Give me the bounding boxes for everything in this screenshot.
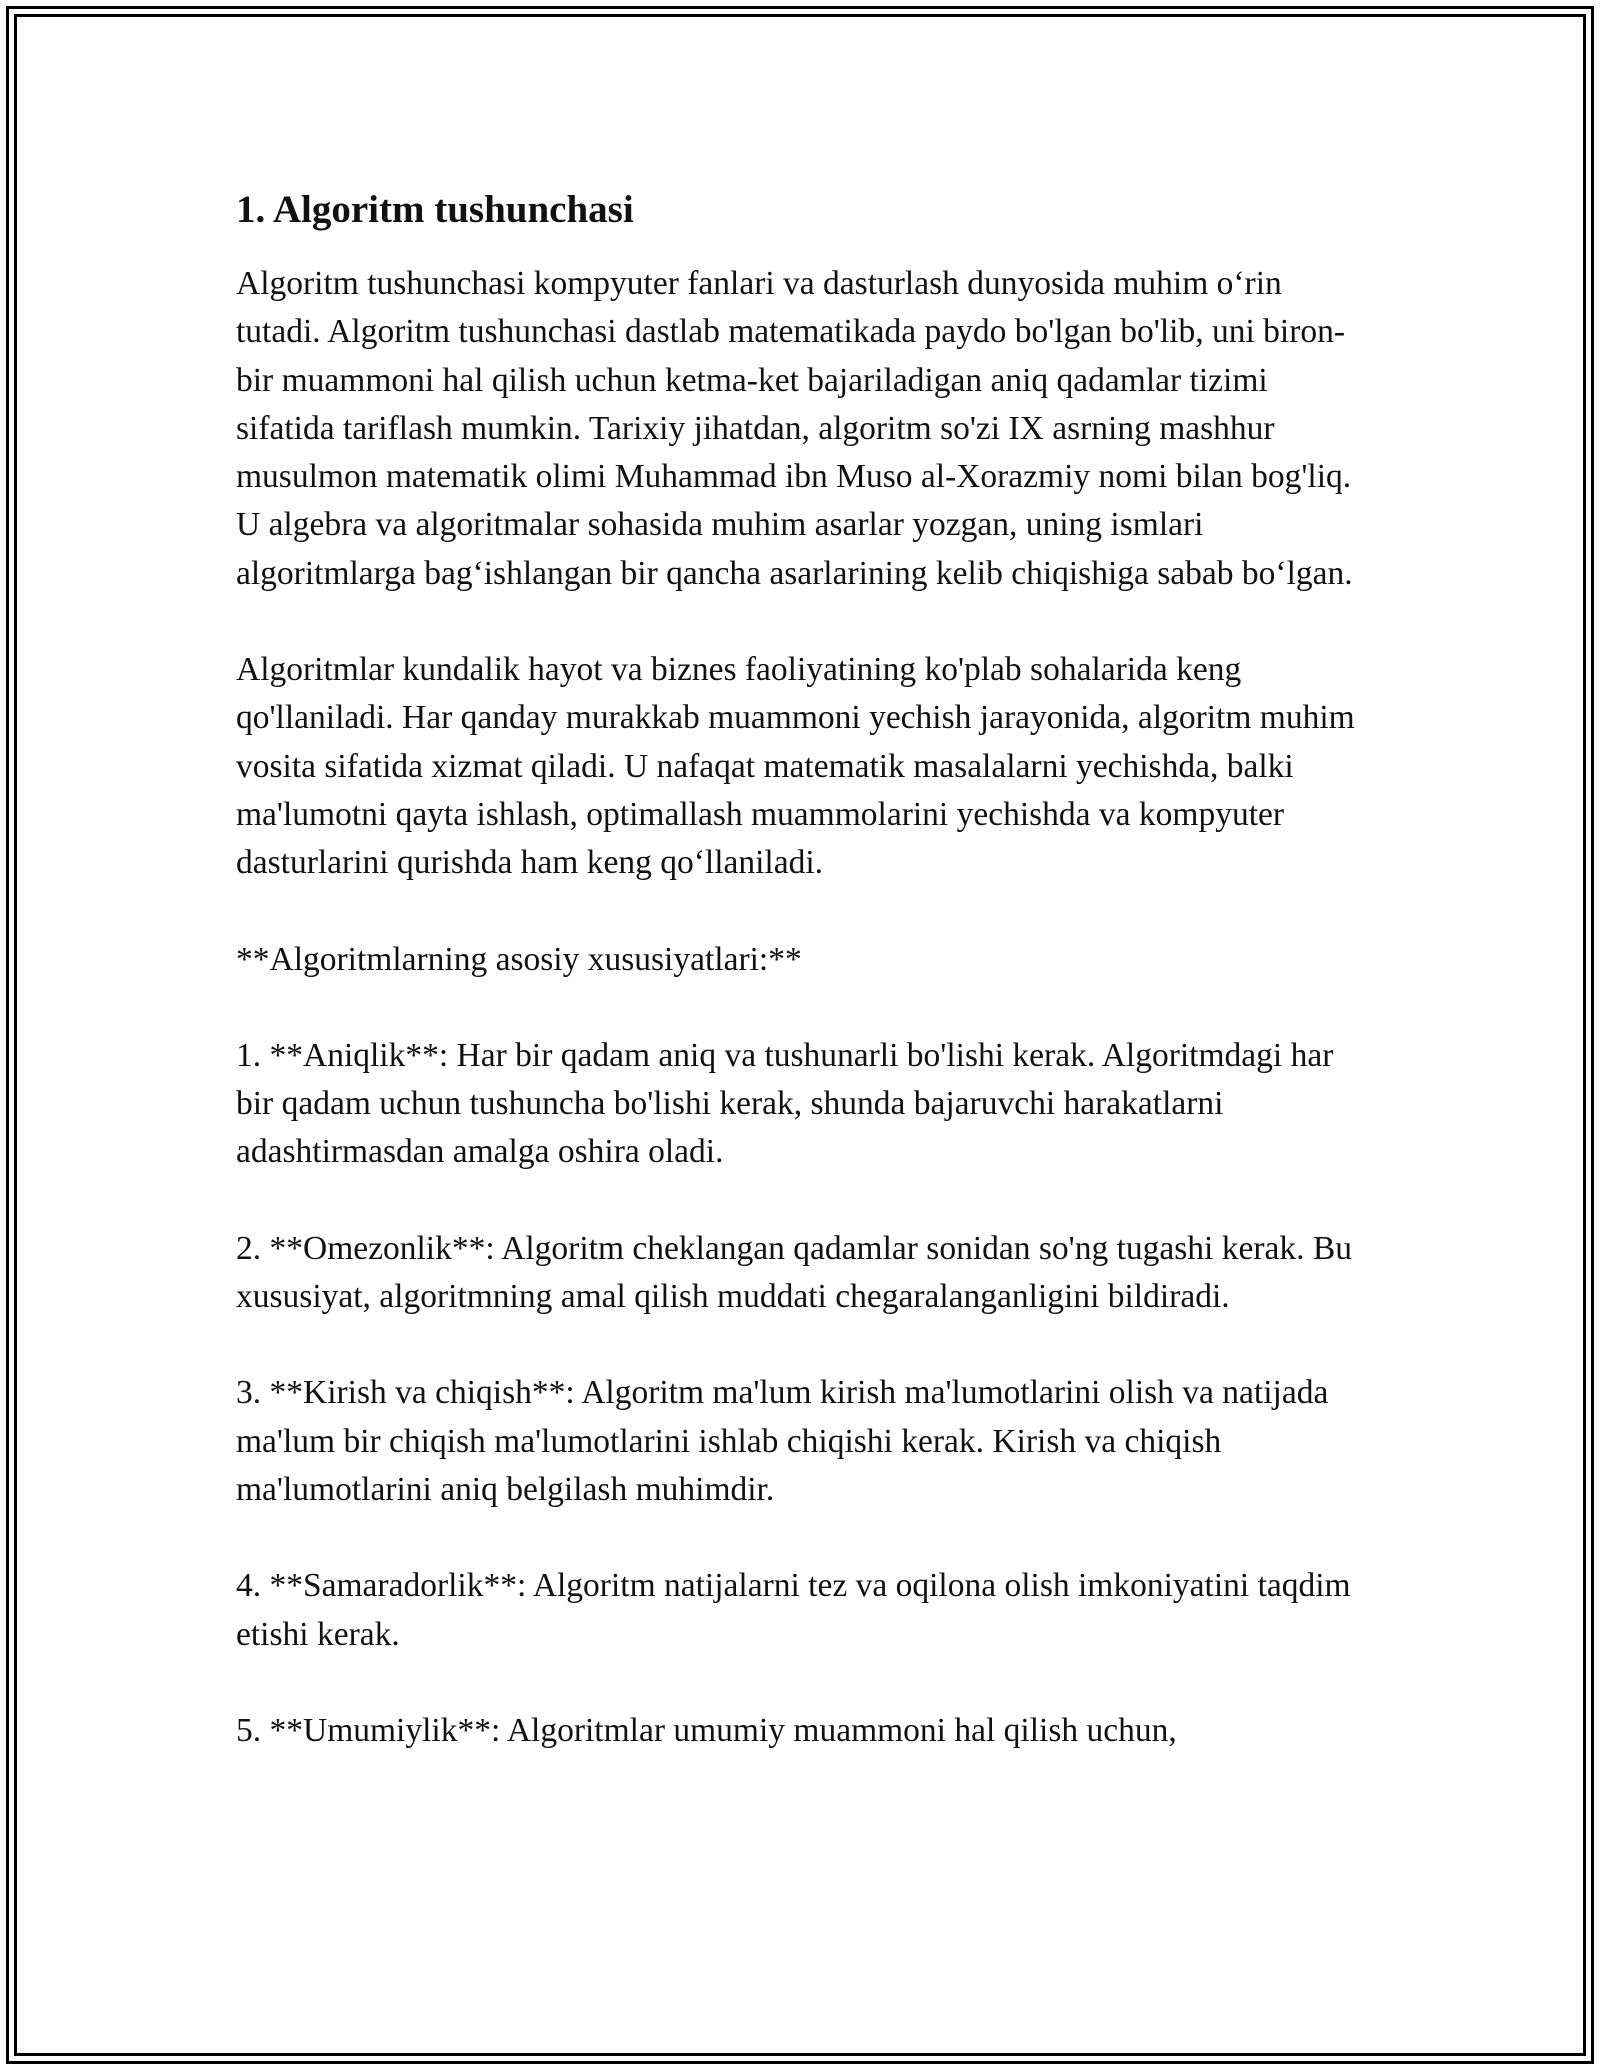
section-title: 1. Algoritm tushunchasi — [236, 188, 634, 231]
list-item-aniqlik: 1. **Aniqlik**: Har bir qadam aniq va tushunarli bo'lishi kerak. Algoritmdagi har bir qadam uchun tushuncha bo'lishi kerak, shunda bajaruvchi harakatlarni adashtirmasdan amalga oshira oladi. — [236, 1036, 1334, 1171]
paragraph-intro: Algoritm tushunchasi kompyuter fanlari va dasturlash dunyosida muhim o‘rin tutadi. Algoritm tushunchasi dastlab matematikada paydo bo'lgan bo'lib, uni biron-bir muammoni hal qilish uchun ketma-ket bajariladigan aniq qadamlar tizimi sifatida tariflash mumkin. Tarixiy jihatdan, algoritm so'zi IX asrning mashhur musulmon matematik olimi Muhammad ibn Muso al-Xorazmiy nomi bilan bog'liq. U algebra va algoritmalar sohasida muhim asarlar yozgan, uning ismlari algoritmlarga bag‘ishlangan bir qancha asarlarining kelib chiqishiga sabab bo‘lgan. — [236, 265, 1353, 592]
list-item-samaradorlik: 4. **Samaradorlik**: Algoritm natijalarni tez va oqilona olish imkoniyatini taqdim etishi kerak. — [236, 1567, 1351, 1653]
document-body — [236, 186, 1366, 1755]
paragraph-usage: Algoritmlar kundalik hayot va biznes faoliyatining ko'plab sohalarida keng qo'llaniladi. Har qanday murakkab muammoni yechish jarayonida, algoritm muhim vosita sifatida xizmat qiladi. U nafaqat matematik masalalarni yechishda, balki ma'lumotni qayta ishlash, optimallash muammolarini yechishda va kompyuter dasturlarini qurishda ham keng qo‘llaniladi. — [236, 651, 1355, 882]
paragraph-properties-heading: **Algoritmlarning asosiy xususiyatlari:** — [236, 940, 802, 978]
list-item-omezonlik: 2. **Omezonlik**: Algoritm cheklangan qadamlar sonidan so'ng tugashi kerak. Bu xususiyat, algoritmning amal qilish muddati chegaralanganligini bildiradi. — [236, 1229, 1352, 1316]
list-item-umumiylik: 5. **Umumiylik**: Algoritmlar umumiy muammoni hal qilish uchun, — [236, 1711, 1177, 1749]
list-item-kirish-chiqish: 3. **Kirish va chiqish**: Algoritm ma'lum kirish ma'lumotlarini olish va natijada ma'lum bir chiqish ma'lumotlarini ishlab chiqishi kerak. Kirish va chiqish ma'lumotlarini aniq belgilash muhimdir. — [236, 1374, 1329, 1508]
